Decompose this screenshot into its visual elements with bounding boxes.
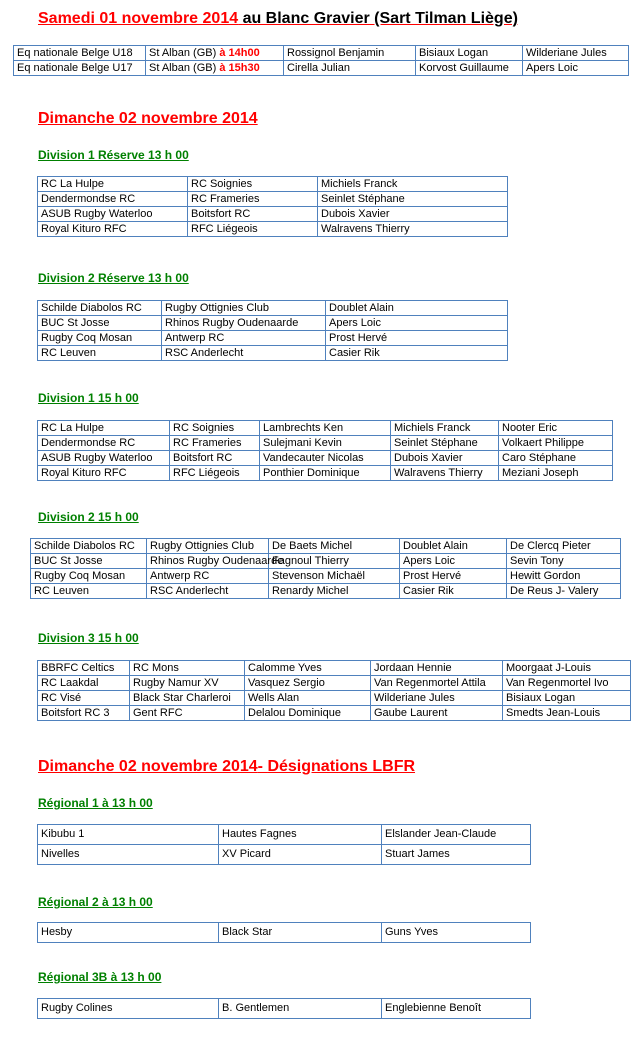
section-title-regional3b: Régional 3B à 13 h 00 <box>38 970 162 984</box>
opponent-name: St Alban (GB) <box>149 47 217 59</box>
assistant-cell: Volkaert Philippe <box>499 436 613 451</box>
home-team-cell: Rugby Coq Mosan <box>38 331 162 346</box>
away-team-cell: Antwerp RC <box>147 569 269 584</box>
home-team-cell: BBRFC Celtics <box>38 661 130 676</box>
assistant-cell: Seinlet Stéphane <box>391 436 499 451</box>
away-team-cell: Antwerp RC <box>162 331 326 346</box>
referee-cell: Seinlet Stéphane <box>318 192 508 207</box>
referee-cell: Wells Alan <box>245 691 371 706</box>
referee-cell: Delalou Dominique <box>245 706 371 721</box>
away-team-cell: Rugby Namur XV <box>130 676 245 691</box>
lbfr-heading <box>38 758 415 776</box>
table-regional3b <box>37 998 531 1019</box>
home-team-cell: ASUB Rugby Waterloo <box>38 207 188 222</box>
assistant-cell: Korvost Guillaume <box>416 61 523 76</box>
away-team-cell: Gent RFC <box>130 706 245 721</box>
home-team-cell: ASUB Rugby Waterloo <box>38 451 170 466</box>
home-team-cell: Schilde Diabolos RC <box>31 539 147 554</box>
home-team-cell: RC La Hulpe <box>38 177 188 192</box>
home-team-cell: Schilde Diabolos RC <box>38 301 162 316</box>
table-row <box>38 999 531 1019</box>
opponent-cell <box>146 46 284 61</box>
home-team-cell: Boitsfort RC 3 <box>38 706 130 721</box>
table-row <box>38 177 508 192</box>
referee-cell: De Baets Michel <box>269 539 400 554</box>
assistant-cell: Meziani Joseph <box>499 466 613 481</box>
referee-cell: Lambrechts Ken <box>260 421 391 436</box>
opponent-name: St Alban (GB) <box>149 62 217 74</box>
section-title-div1: Division 1 15 h 00 <box>38 391 139 405</box>
table-row <box>38 301 508 316</box>
table-regional1 <box>37 824 531 865</box>
assistant-cell: Dubois Xavier <box>391 451 499 466</box>
away-team-cell: RC Soignies <box>188 177 318 192</box>
sunday-heading: Dimanche 02 novembre 2014 <box>38 110 258 127</box>
referee-cell: Vandecauter Nicolas <box>260 451 391 466</box>
referee-cell: Ponthier Dominique <box>260 466 391 481</box>
saturday-table <box>13 45 629 76</box>
away-team-cell: Black Star Charleroi <box>130 691 245 706</box>
home-team-cell: Rugby Colines <box>38 999 219 1019</box>
away-team-cell: RSC Anderlecht <box>147 584 269 599</box>
table-div3 <box>37 660 631 721</box>
assistant-cell: Jordaan Hennie <box>371 661 503 676</box>
assistant-cell: Prost Hervé <box>400 569 507 584</box>
table-div1-reserve <box>37 176 508 237</box>
referee-cell: Doublet Alain <box>326 301 508 316</box>
away-team-cell: RSC Anderlecht <box>162 346 326 361</box>
away-team-cell: RFC Liégeois <box>188 222 318 237</box>
referee-cell: Renardy Michel <box>269 584 400 599</box>
table-row <box>38 661 631 676</box>
away-team-cell: RFC Liégeois <box>170 466 260 481</box>
table-row <box>38 421 613 436</box>
away-team-cell: Rhinos Rugby Oudenaarde <box>147 554 269 569</box>
assistant-cell: Apers Loic <box>400 554 507 569</box>
section-title-div3: Division 3 15 h 00 <box>38 631 139 645</box>
referee-cell: Vasquez Sergio <box>245 676 371 691</box>
assistant-cell: Wilderiane Jules <box>371 691 503 706</box>
assistant-cell: Walravens Thierry <box>391 466 499 481</box>
referee-cell: Prost Hervé <box>326 331 508 346</box>
referee-cell: Walravens Thierry <box>318 222 508 237</box>
referee-cell: Casier Rik <box>326 346 508 361</box>
referee-cell: Apers Loic <box>326 316 508 331</box>
home-team-cell: Hesby <box>38 923 219 943</box>
away-team-cell: Hautes Fagnes <box>219 825 382 845</box>
table-row <box>38 451 613 466</box>
team-cell: Eq nationale Belge U17 <box>14 61 146 76</box>
assistant-cell: Gaube Laurent <box>371 706 503 721</box>
away-team-cell: RC Frameries <box>188 192 318 207</box>
away-team-cell: Boitsfort RC <box>170 451 260 466</box>
home-team-cell: BUC St Josse <box>38 316 162 331</box>
away-team-cell: Rugby Ottignies Club <box>162 301 326 316</box>
referee-cell: Elslander Jean-Claude <box>382 825 531 845</box>
team-cell: Eq nationale Belge U18 <box>14 46 146 61</box>
home-team-cell: Kibubu 1 <box>38 825 219 845</box>
table-row <box>38 676 631 691</box>
section-title-regional1: Régional 1 à 13 h 00 <box>38 796 153 810</box>
referee-cell: Calomme Yves <box>245 661 371 676</box>
table-row <box>38 192 508 207</box>
away-team-cell: RC Frameries <box>170 436 260 451</box>
assistant-cell: Smedts Jean-Louis <box>503 706 631 721</box>
table-row <box>14 46 629 61</box>
home-team-cell: Dendermondse RC <box>38 192 188 207</box>
table-row <box>38 331 508 346</box>
assistant-cell: Van Regenmortel Ivo <box>503 676 631 691</box>
table-row <box>31 554 621 569</box>
lbfr-heading-title: Désignations LBFR <box>267 758 416 775</box>
kickoff-time: à 14h00 <box>219 47 260 59</box>
away-team-cell: B. Gentlemen <box>219 999 382 1019</box>
table-row <box>31 584 621 599</box>
home-team-cell: RC La Hulpe <box>38 421 170 436</box>
saturday-heading-venue: au Blanc Gravier (Sart Tilman Liège) <box>242 10 518 27</box>
table-regional2 <box>37 922 531 943</box>
table-row <box>38 923 531 943</box>
table-row <box>38 466 613 481</box>
home-team-cell: RC Leuven <box>38 346 162 361</box>
home-team-cell: Dendermondse RC <box>38 436 170 451</box>
assistant-cell: Van Regenmortel Attila <box>371 676 503 691</box>
assistant-cell: De Reus J- Valery <box>507 584 621 599</box>
assistant-cell: Nooter Eric <box>499 421 613 436</box>
kickoff-time: à 15h30 <box>219 62 260 74</box>
assistant-cell: Casier Rik <box>400 584 507 599</box>
assistant-cell: Hewitt Gordon <box>507 569 621 584</box>
saturday-heading <box>38 10 518 28</box>
referee-cell: Fagnoul Thierry <box>269 554 400 569</box>
home-team-cell: Nivelles <box>38 845 219 865</box>
section-title-div2-reserve: Division 2 Réserve 13 h 00 <box>38 271 189 285</box>
assistant-cell: Michiels Franck <box>391 421 499 436</box>
assistant-cell: Moorgaat J-Louis <box>503 661 631 676</box>
referee-cell: Guns Yves <box>382 923 531 943</box>
assistant-cell: Sevin Tony <box>507 554 621 569</box>
home-team-cell: Royal Kituro RFC <box>38 222 188 237</box>
assistant-cell: Apers Loic <box>523 61 629 76</box>
away-team-cell: Rugby Ottignies Club <box>147 539 269 554</box>
table-row <box>38 706 631 721</box>
home-team-cell: Rugby Coq Mosan <box>31 569 147 584</box>
referee-cell: Cirella Julian <box>284 61 416 76</box>
assistant-cell: Wilderiane Jules <box>523 46 629 61</box>
away-team-cell: Boitsfort RC <box>188 207 318 222</box>
referee-cell: Rossignol Benjamin <box>284 46 416 61</box>
assistant-cell: Doublet Alain <box>400 539 507 554</box>
assistant-cell: Bisiaux Logan <box>503 691 631 706</box>
referee-cell: Stuart James <box>382 845 531 865</box>
table-row <box>38 825 531 845</box>
table-row <box>38 436 613 451</box>
table-row <box>38 691 631 706</box>
table-row <box>38 207 508 222</box>
assistant-cell: Bisiaux Logan <box>416 46 523 61</box>
table-row <box>31 569 621 584</box>
lbfr-heading-dash: - <box>257 758 263 775</box>
referee-cell: Stevenson Michaël <box>269 569 400 584</box>
away-team-cell: RC Soignies <box>170 421 260 436</box>
table-div1 <box>37 420 613 481</box>
section-title-regional2: Régional 2 à 13 h 00 <box>38 895 153 909</box>
away-team-cell: RC Mons <box>130 661 245 676</box>
away-team-cell: Black Star <box>219 923 382 943</box>
table-row <box>38 346 508 361</box>
referee-cell: Michiels Franck <box>318 177 508 192</box>
section-title-div1-reserve: Division 1 Réserve 13 h 00 <box>38 148 189 162</box>
home-team-cell: RC Laakdal <box>38 676 130 691</box>
table-div2 <box>30 538 621 599</box>
home-team-cell: Royal Kituro RFC <box>38 466 170 481</box>
home-team-cell: RC Visé <box>38 691 130 706</box>
home-team-cell: BUC St Josse <box>31 554 147 569</box>
table-div2-reserve <box>37 300 508 361</box>
assistant-cell: Caro Stéphane <box>499 451 613 466</box>
table-row <box>31 539 621 554</box>
away-team-cell: XV Picard <box>219 845 382 865</box>
opponent-cell <box>146 61 284 76</box>
section-title-div2: Division 2 15 h 00 <box>38 510 139 524</box>
referee-cell: Englebienne Benoît <box>382 999 531 1019</box>
home-team-cell: RC Leuven <box>31 584 147 599</box>
away-team-cell: Rhinos Rugby Oudenaarde <box>162 316 326 331</box>
table-row <box>38 222 508 237</box>
table-row <box>38 845 531 865</box>
lbfr-heading-date: Dimanche 02 novembre 2014 <box>38 758 258 775</box>
table-row <box>38 316 508 331</box>
referee-cell: Sulejmani Kevin <box>260 436 391 451</box>
referee-cell: Dubois Xavier <box>318 207 508 222</box>
table-row <box>14 61 629 76</box>
saturday-heading-date: Samedi 01 novembre 2014 <box>38 10 239 27</box>
assistant-cell: De Clercq Pieter <box>507 539 621 554</box>
